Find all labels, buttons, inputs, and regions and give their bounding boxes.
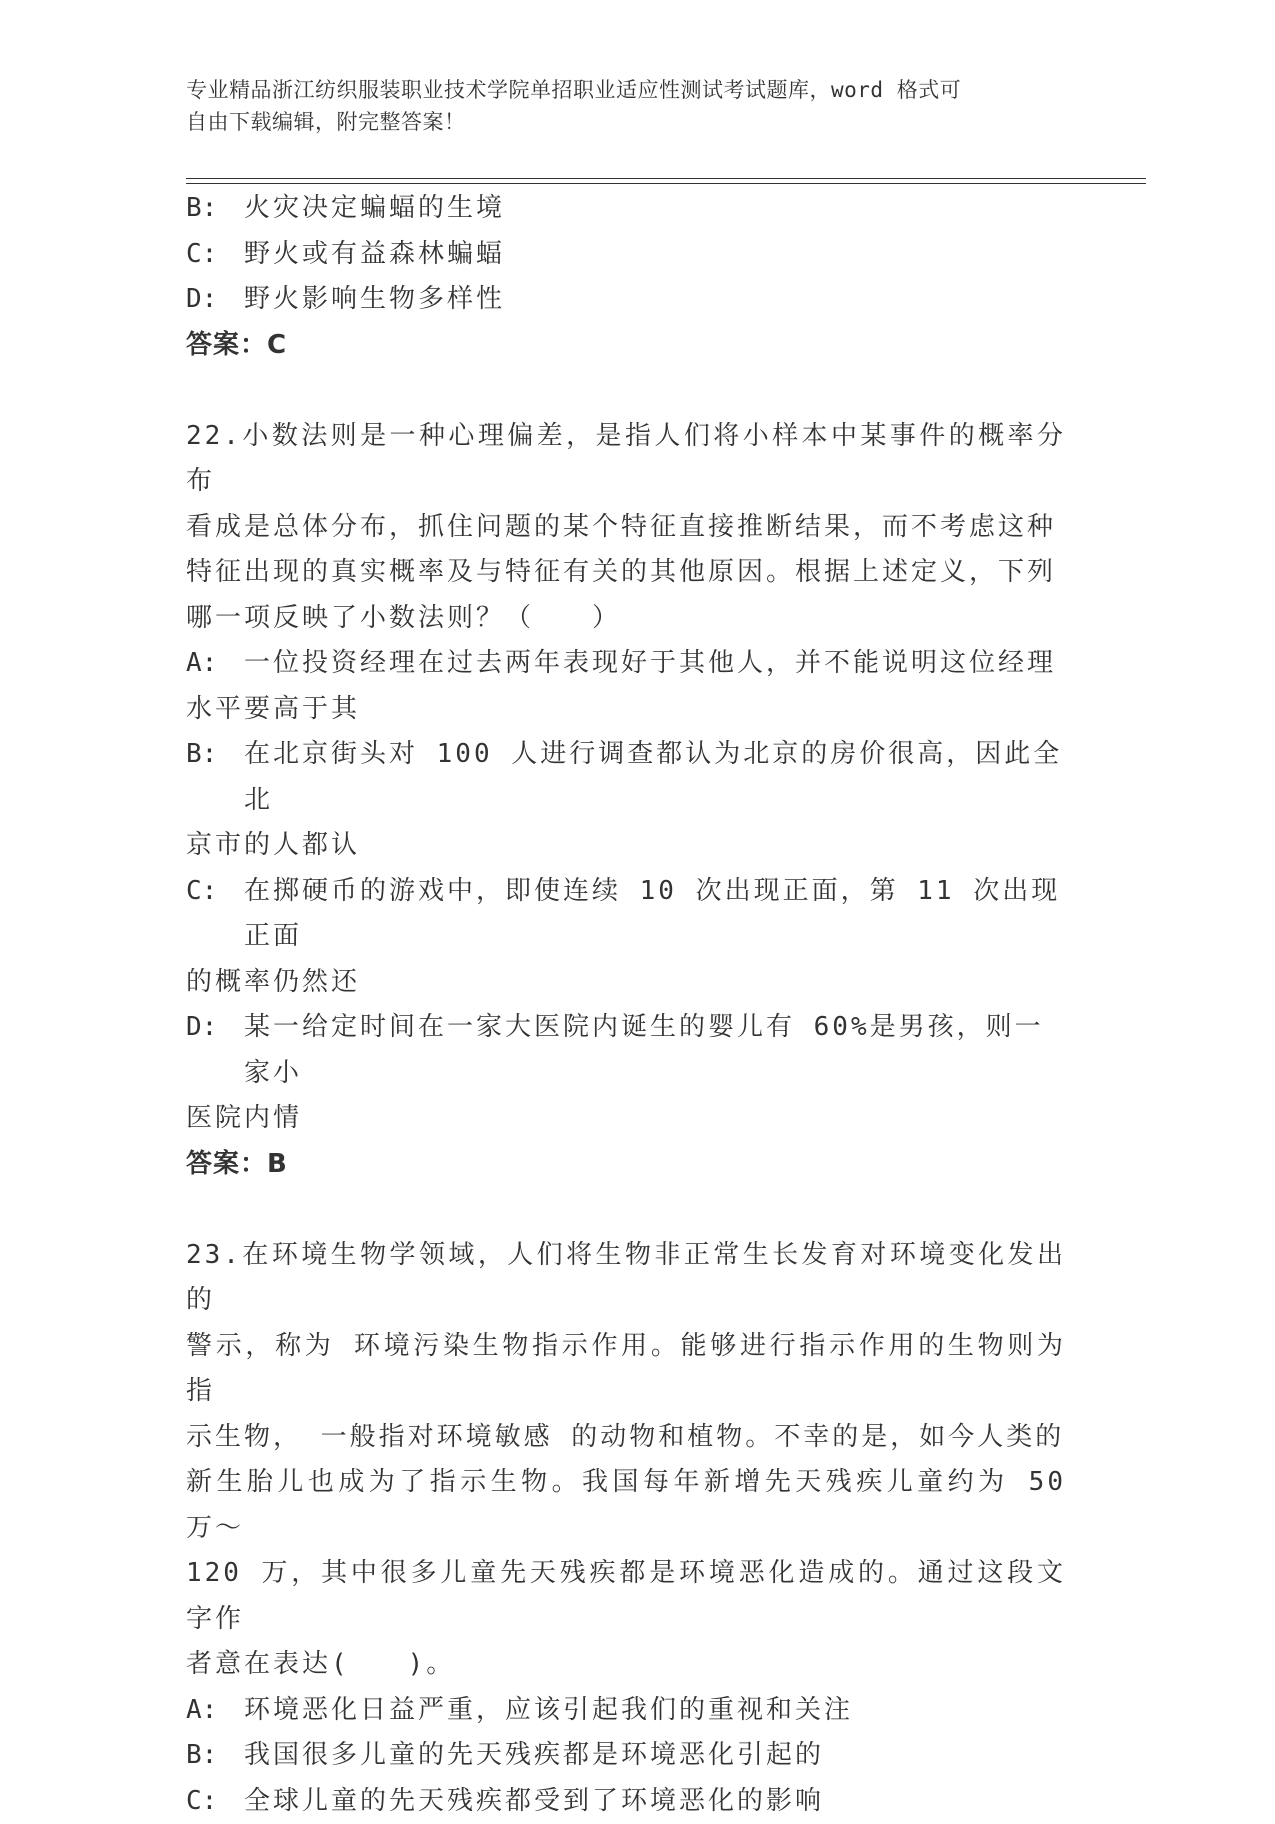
option-text-cont: 医院内情 — [186, 1096, 1066, 1142]
page-content — [186, 186, 1066, 1824]
header-rule-bottom — [186, 183, 1146, 184]
option-c — [186, 1779, 1066, 1824]
header-line-1: 专业精品浙江纺织服装职业技术学院单招职业适应性测试考试题库，word 格式可 — [186, 74, 1086, 106]
question-line: 警示，称为 环境污染生物指示作用。能够进行指示作用的生物则为指 — [186, 1324, 1066, 1415]
question-21-block — [186, 186, 1066, 368]
question-text — [186, 414, 1066, 642]
option-b — [186, 732, 1066, 869]
option-letter: A: — [186, 641, 244, 687]
option-letter: B: — [186, 186, 244, 232]
option-letter: D: — [186, 277, 244, 323]
option-text: 在掷硬币的游戏中，即使连续 10 次出现正面，第 11 次出现正面 — [244, 869, 1066, 960]
question-line: 23.在环境生物学领域，人们将生物非正常生长发育对环境变化发出的 — [186, 1233, 1066, 1324]
option-text: 我国很多儿童的先天残疾都是环境恶化引起的 — [244, 1733, 1066, 1779]
option-b — [186, 186, 1066, 232]
option-letter: C: — [186, 232, 244, 278]
option-text: 野火或有益森林蝙蝠 — [244, 232, 1066, 278]
question-line: 22.小数法则是一种心理偏差，是指人们将小样本中某事件的概率分布 — [186, 414, 1066, 505]
question-23-block — [186, 1233, 1066, 1824]
option-letter: C: — [186, 869, 244, 960]
header-line-2: 自由下载编辑，附完整答案！ — [186, 106, 1086, 138]
option-d — [186, 1005, 1066, 1142]
option-c — [186, 232, 1066, 278]
question-line: 新生胎儿也成为了指示生物。我国每年新增先天残疾儿童约为 50 万～ — [186, 1460, 1066, 1551]
option-letter: B: — [186, 732, 244, 823]
option-text: 在北京街头对 100 人进行调查都认为北京的房价很高，因此全北 — [244, 732, 1066, 823]
answer-line: 答案：B — [186, 1142, 1066, 1188]
option-a — [186, 1688, 1066, 1734]
question-line: 哪一项反映了小数法则？（ ） — [186, 596, 1066, 642]
option-c — [186, 869, 1066, 1006]
question-line: 看成是总体分布，抓住问题的某个特征直接推断结果，而不考虑这种 — [186, 505, 1066, 551]
question-line: 者意在表达( )。 — [186, 1642, 1066, 1688]
option-a — [186, 641, 1066, 732]
question-text — [186, 1233, 1066, 1688]
option-letter: B: — [186, 1733, 244, 1779]
option-text: 火灾决定蝙蝠的生境 — [244, 186, 1066, 232]
option-letter: D: — [186, 1005, 244, 1096]
spacer — [186, 368, 1066, 414]
option-text: 全球儿童的先天残疾都受到了环境恶化的影响 — [244, 1779, 1066, 1824]
option-d — [186, 277, 1066, 323]
option-text-cont: 京市的人都认 — [186, 823, 1066, 869]
page-header — [186, 74, 1086, 138]
option-text: 某一给定时间在一家大医院内诞生的婴儿有 60%是男孩，则一家小 — [244, 1005, 1066, 1096]
question-line: 示生物， 一般指对环境敏感 的动物和植物。不幸的是，如今人类的 — [186, 1415, 1066, 1461]
option-letter: A: — [186, 1688, 244, 1734]
option-text-cont: 水平要高于其 — [186, 687, 1066, 733]
option-text: 一位投资经理在过去两年表现好于其他人，并不能说明这位经理 — [244, 641, 1066, 687]
spacer — [186, 1187, 1066, 1233]
question-line: 特征出现的真实概率及与特征有关的其他原因。根据上述定义，下列 — [186, 550, 1066, 596]
option-text: 野火影响生物多样性 — [244, 277, 1066, 323]
question-line: 120 万，其中很多儿童先天残疾都是环境恶化造成的。通过这段文字作 — [186, 1551, 1066, 1642]
option-text-cont: 的概率仍然还 — [186, 960, 1066, 1006]
answer-line: 答案：C — [186, 323, 1066, 369]
option-text: 环境恶化日益严重，应该引起我们的重视和关注 — [244, 1688, 1066, 1734]
option-letter: C: — [186, 1779, 244, 1824]
header-rule-top — [186, 178, 1146, 179]
question-22-block — [186, 414, 1066, 1188]
option-b — [186, 1733, 1066, 1779]
